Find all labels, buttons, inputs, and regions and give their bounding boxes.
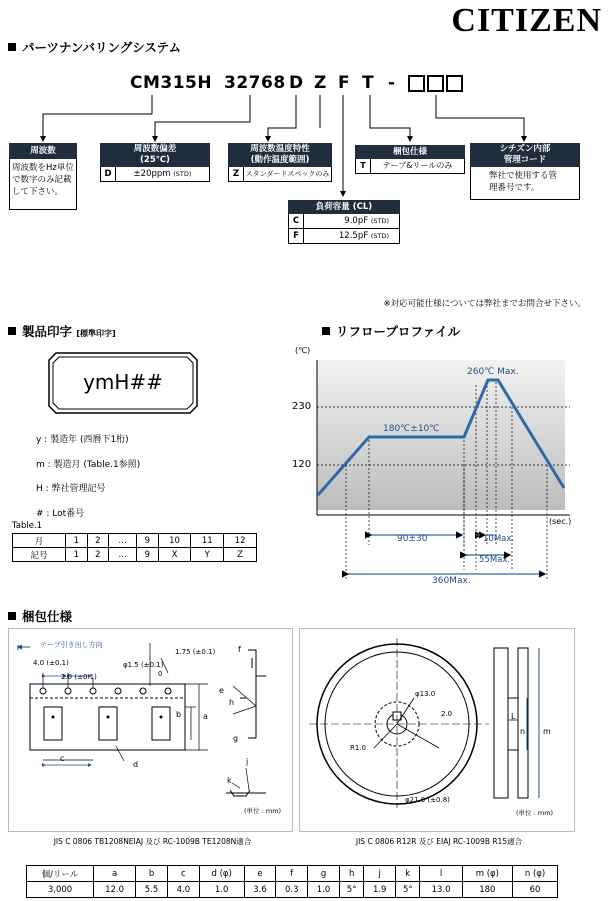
table-cell: 10 (158, 534, 191, 548)
square-bullet-icon (322, 327, 330, 335)
reel-letter-m: m (543, 727, 551, 736)
table-cell: 2 (87, 548, 109, 562)
reflow-title (322, 322, 460, 340)
temp-header-line2: (動作温度範囲) (250, 155, 310, 165)
tape-letter-g: g (233, 734, 239, 743)
reel-dim-bore: φ21.0 (±0.8) (405, 796, 450, 804)
tape-letter-j: j (246, 757, 249, 766)
tape-letter-k: k (227, 776, 232, 785)
reflow-tick-230: 230 (292, 401, 312, 412)
table-cell: 9 (137, 534, 159, 548)
table-header-cell: a (94, 866, 136, 882)
table-header-cell: j (364, 866, 396, 882)
load-value-f: 12.5pF (338, 231, 369, 241)
table1-title: Table.1 (12, 521, 43, 531)
table-header-cell: 個/リール (27, 866, 94, 882)
table-cell: 2 (87, 534, 109, 548)
part-numbering-title-text: パーツナンバリングシステム (22, 40, 182, 55)
tape-dim-pitch2: 2.0 (±0.1) (61, 673, 97, 681)
tape-dim-pitch4: 4.0 (±0.1) (33, 659, 69, 667)
pack-row (355, 159, 465, 174)
table-cell: 0.3 (276, 882, 308, 898)
legend-m: m : 製造月 (Table.1参照) (36, 459, 141, 470)
table-header-cell: g (308, 866, 340, 882)
reflow-title-text: リフロープロファイル (336, 324, 461, 339)
tape-letter-c: c (60, 754, 65, 763)
table-cell: 3,000 (27, 882, 94, 898)
pack-box-header: 梱包仕様 (355, 145, 465, 159)
table-cell: Z (224, 548, 257, 562)
reflow-soak-label: 180℃±10℃ (383, 424, 440, 434)
marking-legend (36, 428, 140, 526)
reel-dim-radius: R1.0 (350, 744, 366, 752)
table-cell: 11 (191, 534, 224, 548)
tolerance-std: (STD) (173, 170, 192, 178)
tolerance-code: D (101, 167, 116, 181)
tolerance-box (100, 143, 210, 182)
spec-note: ※対応可能仕様については弊社までお問合せ下さい。 (383, 299, 586, 309)
temp-box (228, 143, 332, 182)
packing-table-value-row (27, 882, 558, 898)
month-code-table (12, 533, 257, 562)
cust-header-line2: 管理コード (503, 155, 547, 165)
load-box (288, 200, 400, 244)
table-cell: 記号 (13, 548, 66, 562)
load-row-f (288, 229, 400, 244)
square-bullet-icon (8, 327, 16, 335)
pn-model: CM315H (130, 73, 213, 93)
reel-unit: (単位 : mm) (516, 809, 554, 817)
table-cell: 180 (462, 882, 512, 898)
square-bullet-icon (8, 612, 16, 620)
table-cell: 13.0 (420, 882, 462, 898)
pn-f: F (338, 73, 351, 93)
table-cell: 4.0 (167, 882, 199, 898)
cust-box-body: 弊社で使用する管理番号です。 (470, 167, 580, 200)
load-code-f: F (289, 229, 304, 243)
table-header-cell: h (339, 866, 363, 882)
table-cell: 12 (224, 534, 257, 548)
table-cell: 1 (66, 548, 88, 562)
packing-dimension-table (26, 865, 558, 898)
month-row (13, 534, 257, 548)
table-cell: 9 (137, 548, 159, 562)
reflow-above-time: 55Max. (479, 555, 511, 565)
reflow-plot-area (317, 360, 565, 510)
load-std-f: (STD) (370, 232, 389, 240)
tape-letter-b: b (176, 710, 182, 719)
tape-letter-f: f (238, 645, 241, 654)
cust-header-line1: シチズン内部 (499, 144, 551, 154)
load-box-header: 負荷容量 (CL) (288, 200, 400, 214)
table-header-cell: e (244, 866, 276, 882)
pn-freq: 32768 (224, 73, 286, 93)
table-cell: … (109, 548, 137, 562)
temp-box-header (228, 143, 332, 167)
tape-dim-edge: 1.75 (±0.1) (175, 648, 216, 656)
table-cell: … (109, 534, 137, 548)
citizen-logo: CITIZEN (451, 2, 602, 39)
table-cell: 月 (13, 534, 66, 548)
tape-letter-d: d (133, 760, 139, 769)
tape-dim-hole: φ1.5 (±0.1) (123, 661, 164, 669)
cust-box-header (470, 143, 580, 167)
tape-dim-zero: 0 (158, 670, 163, 678)
tolerance-header-line2: (25℃) (140, 155, 170, 165)
table-cell: 5° (339, 882, 363, 898)
legend-h: H : 弊社管理記号 (36, 484, 106, 494)
packing-title (8, 607, 72, 625)
table-header-cell: b (136, 866, 168, 882)
cust-box (470, 143, 580, 200)
tape-letter-a: a (203, 712, 208, 721)
load-value-c: 9.0pF (344, 216, 369, 226)
pn-z: Z (314, 73, 327, 93)
reel-dim-hub: φ13.0 (415, 690, 436, 698)
tape-unit: (単位 : mm) (244, 807, 282, 815)
freq-box-header: 周波数 (9, 143, 77, 159)
table-cell: 1.9 (364, 882, 396, 898)
table-cell: Y (191, 548, 224, 562)
table-cell: 5° (396, 882, 420, 898)
packing-title-text: 梱包仕様 (22, 609, 73, 624)
legend-y: y : 製造年 (西暦下1桁) (36, 435, 129, 445)
tape-direction-label: テープ引き出し方向 (40, 641, 103, 649)
reel-caption: JIS C 0806 R12R 及び EIAJ RC-1009B R15適合 (355, 837, 523, 846)
pack-code: T (356, 159, 371, 173)
reflow-y-unit: (℃) (295, 346, 311, 355)
tolerance-row (100, 167, 210, 182)
table-header-cell: f (276, 866, 308, 882)
reflow-soak-time: 90±30 (397, 534, 428, 544)
table-header-cell: k (396, 866, 420, 882)
tolerance-value: ±20ppm (133, 169, 171, 179)
temp-header-line1: 周波数温度特性 (250, 144, 310, 154)
table-cell: 1.0 (199, 882, 244, 898)
reel-dim-slot: 2.0 (441, 710, 453, 718)
packing-table-header-row (27, 866, 558, 882)
table-header-cell: d (φ) (199, 866, 244, 882)
table-header-cell: l (420, 866, 462, 882)
table-cell: X (158, 548, 191, 562)
tolerance-box-header (100, 143, 210, 167)
temp-value: スタンダードスペックのみ (245, 170, 330, 178)
pn-d: D (289, 73, 304, 93)
freq-box (9, 143, 77, 210)
table-cell: 60 (513, 882, 558, 898)
chip-marking-text: ymH## (83, 370, 163, 394)
table-cell: 5.5 (136, 882, 168, 898)
legend-lot: # : Lot番号 (36, 508, 85, 519)
table-header-cell: n (φ) (513, 866, 558, 882)
reflow-tick-120: 120 (292, 459, 312, 470)
code-row (13, 548, 257, 562)
tape-caption: JIS C 0806 TB1208NEIAJ 及び RC-1009B TE1208N適合 (53, 837, 252, 846)
reel-letter-n: n (520, 727, 526, 736)
reflow-peak-time: 10Max. (483, 534, 515, 544)
reel-letter-l: L (511, 712, 516, 721)
tolerance-header-line1: 周波数偏差 (133, 144, 177, 154)
marking-title (8, 322, 116, 340)
table-cell: 1 (66, 534, 88, 548)
table-header-cell: m (φ) (462, 866, 512, 882)
reflow-profile-chart (278, 340, 588, 590)
pn-t: T (362, 73, 375, 93)
tape-letter-h: h (229, 698, 235, 707)
freq-box-body: 周波数をHz単位で数字のみ記載して下さい。 (9, 159, 77, 210)
load-code-c: C (289, 214, 304, 228)
marking-subtitle: [標準印字] (76, 329, 116, 338)
marking-title-text: 製品印字 (22, 324, 73, 339)
load-row-c (288, 214, 400, 229)
pn-dash: - (388, 73, 396, 93)
temp-code: Z (229, 167, 244, 181)
reflow-x-unit: (sec.) (549, 517, 572, 526)
load-std-c: (STD) (370, 217, 389, 225)
tape-letter-e: e (219, 686, 224, 695)
table-cell: 3.6 (244, 882, 276, 898)
table-cell: 1.0 (308, 882, 340, 898)
pack-box (355, 145, 465, 174)
reflow-total-time: 360Max. (432, 576, 471, 586)
table-cell: 12.0 (94, 882, 136, 898)
reflow-peak-label: 260℃ Max. (467, 367, 519, 377)
temp-row (228, 167, 332, 182)
table-header-cell: c (167, 866, 199, 882)
pack-value: テープ&リールのみ (382, 161, 453, 170)
